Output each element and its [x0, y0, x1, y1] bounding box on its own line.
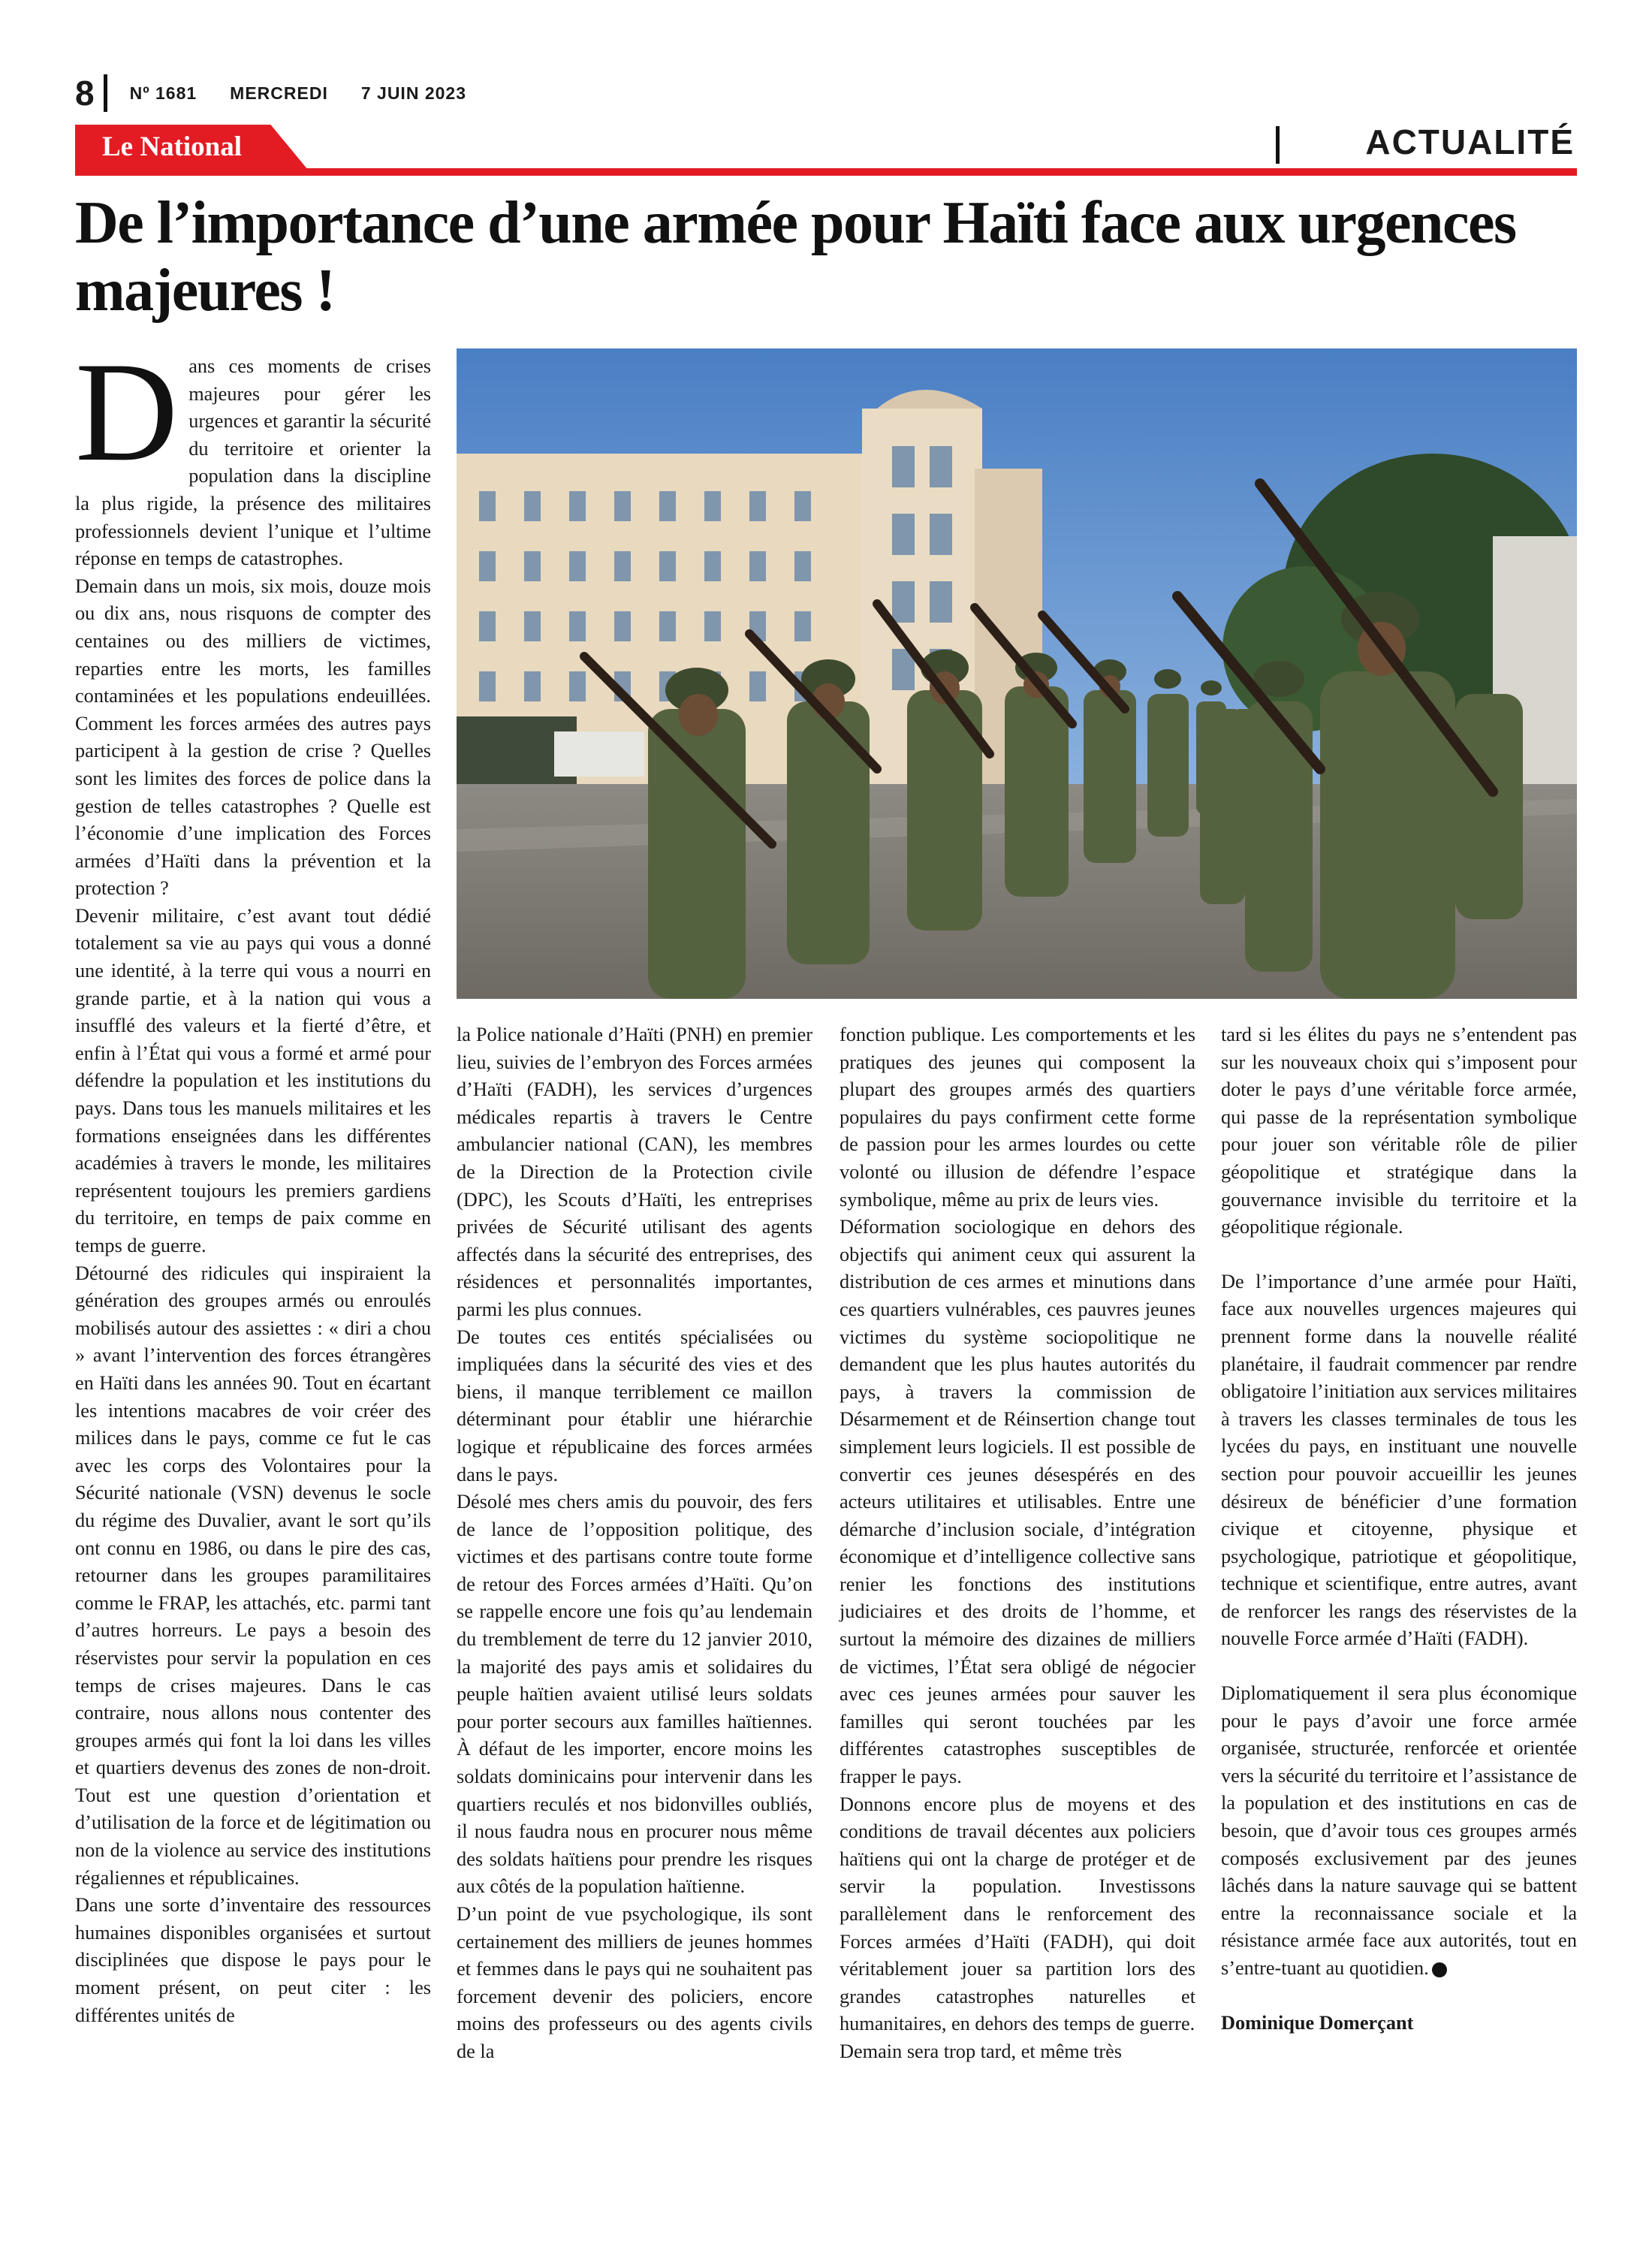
article-paragraph: Demain dans un mois, six mois, douze mois ou dix ans, nous risquons de compter des centaines ou des milliers de victimes, reparties entre les morts, les familles contaminées et les populations endeuillées. Comment les forces armées des autres pays participent à la gestion de crise ? Quelles sont les limites des forces de police dans la gestion de telles catastrophes ? Quelle est l’économie d’une implication des Forces armées d’Haïti dans la prévention et la protection ? [75, 575, 431, 900]
article-paragraph: De l’importance d’une armée pour Haïti, face aux nouvelles urgences majeures qui prennent forme dans la nouvelle réalité planétaire, il faudrait commencer par rendre obligatoire l’initiation aux services militaires à travers les classes terminales de tous les lycées du pays, en instituant une nouvelle section pour pouvoir accueillir les jeunes désireux de bénéficier d’une formation civique et citoyenne, physique et psychologique, patriotique et géopolitique, technique et scientifique, entre autres, avant de renforcer les rangs des réservistes de la nouvelle Force armée d’Haïti (FADH). [1221, 1270, 1577, 1650]
article-paragraph: Demain sera trop tard, et même très [840, 2040, 1123, 2062]
article-paragraph: D’un point de vue psychologique, ils sont certainement des milliers de jeunes hommes et femmes dans le pays qui ne souhaitent pas forcement devenir des policiers, encore moins des professeurs ou des agents civils de la [457, 1903, 812, 2062]
article-paragraph: tard si les élites du pays ne s’entendent pas sur les nouveaux choix qui s’imposent pour doter le pays d’une véritable force armée, qui passe de la représentation symbolique pour jouer son véritable rôle de pilier géopolitique et stratégique dans la gouvernance invisible du territoire et la géopolitique régionale. [1221, 1024, 1577, 1238]
article-paragraph: Déformation sociologique en dehors des objectifs qui animent ceux qui assurent la distribution de ces armes et minutions dans ces quartiers vulnérables, ces pauvres jeunes victimes du système sociopolitique ne demandent que les plus hautes autorités du pays, à travers la commission de Désarmement et de Réinsertion change tout simplement leurs logiciels. Il est possible de convertir ces jeunes désespérés en des acteurs utilitaires et utilisables. Entre une démarche d’inclusion sociale, d’intégration économique et d’intelligence collective sans renier les fonctions des institutions judiciaires et des droits de l’homme, et surtout la mémoire des dizaines de milliers de victimes, l’État sera obligé de négocier avec ces jeunes armées pour sauver les familles qui seront touchées par les différentes catastrophes susceptibles de frapper le pays. [840, 1216, 1195, 1788]
article-paragraph: Donnons encore plus de moyens et des conditions de travail décentes aux policiers haïtiens qui ont la charge de protéger et de servir la population. Investissons parallèlement dans le renforcement des Forces armées d’Haïti (FADH), qui doit véritablement jouer sa partition lors des grandes catastrophes naturelles et humanitaires, en dehors des temps de guerre. [840, 1793, 1195, 2035]
paragraph-text: Diplomatiquement il sera plus économique pour le pays d’avoir une force armée organisée, structurée, renforcée et orientée vers la sécurité du territoire et l’assistance de la population et des institutions en cas de besoin, que d’avoir tous ces groupes armés composés exclusivement par des jeunes lâchés dans la nature sauvage qui se battent entre la reconnaissance sociale et la résistance armée face aux autorités, tout en s’entre-tuant au quotidien. [1221, 1682, 1577, 1979]
article-column-4 [1221, 1021, 1577, 2037]
article-photo [457, 348, 1577, 999]
brand-logo: Le National [102, 131, 243, 162]
article-paragraph: fonction publique. Les comportements et les pratiques des jeunes qui composent la plupart des groupes armés des quartiers populaires du pays confirment cette forme de passion pour les armes lourdes ou cette volonté ou illusion de défendre l’espace symbolique, même au prix de leurs vies. [840, 1024, 1195, 1211]
article-column-1 [75, 333, 431, 2029]
issue-number: Nº 1681 [129, 83, 197, 103]
end-mark-icon [1432, 1962, 1447, 1977]
article-paragraph: De toutes ces entités spécialisées ou impliquées dans la sécurité des vies et des biens, il manque terriblement ce maillon déterminant pour établir une hiérarchie logique et républicaine des forces armées dans le pays. [457, 1326, 812, 1485]
article-column-2 [457, 1021, 812, 2066]
drop-cap: D [75, 333, 179, 491]
paragraph-text: ans ces moments de crises majeures pour gérer les urgences et garantir la sécurité du territoire et orienter la population dans la discipline la plus rigide, la présence des militaires professionnels devient l’unique et l’ultime réponse en temps de catastrophes. [75, 355, 431, 570]
issue-date: 7 JUIN 2023 [360, 83, 466, 103]
section-label: ACTUALITÉ [1365, 122, 1575, 161]
soldiers-photo-illustration [457, 348, 1577, 999]
article-paragraph: Dans une sorte d’inventaire des ressources humaines disponibles organisées et surtout disciplinées que dispose le pays pour le moment présent, on peut citer : les différentes unités de [75, 1894, 431, 2026]
article-paragraph: la Police nationale d’Haïti (PNH) en premier lieu, suivies de l’embryon des Forces armées d’Haïti (FADH), les services d’urgences médicales repartis à travers le Centre ambulancier national (CAN), les membres de la Direction de la Protection civile (DPC), les Scouts d’Haïti, les entreprises privées de Sécurité utilisant des agents affectés dans la sécurité des entreprises, des résidences et personnalités importantes, parmi les plus connues. [457, 1024, 812, 1320]
article-paragraph: Désolé mes chers amis du pouvoir, des fers de lance de l’opposition politique, des victimes et des partisans contre toute forme de retour des Forces armées d’Haïti. Qu’on se rappelle encore une fois qu’au lendemain du tremblement de terre du 12 janvier 2010, la majorité des pays amis et solidaires du peuple haïtien avaient utilisé leurs soldats pour porter secours aux familles haïtiennes. À défaut de les importer, encore moins les soldats dominicains pour intervenir dans les quartiers reculés et nos bidonvilles oubliés, il nous faudra nous en procurer nous même des soldats haïtiens pour prendre les risques aux côtés de la population haïtienne. [457, 1491, 812, 1898]
page-number: 8 [75, 74, 95, 113]
page-header [75, 74, 499, 113]
section-divider [1276, 126, 1280, 164]
article-title: De l’importance d’une armée pour Haïti face aux urgences majeures ! [75, 190, 1516, 324]
article-paragraph [75, 333, 431, 573]
article-paragraph: Devenir militaire, c’est avant tout dédié totalement sa vie au pays qui vous a donné une identité, à la terre qui vous a nourri en grande partie, et à la nation qui vous a insufflé des valeurs et la fierté d’être, et enfin à l’État qui vous a formé et armé pour défendre la population et les institutions du pays. Dans tous les manuels militaires et les formations enseignées dans les différentes académies à travers le monde, les militaires représentent toujours les premiers gardiens du territoire, en temps de paix comme en temps de guerre. [75, 904, 431, 1256]
article-paragraph [1221, 1680, 1577, 1983]
article-paragraph: Détourné des ridicules qui inspiraient la génération des groupes armés ou enroulés mobilisés autour des assiettes : « diri a chou » avant l’intervention des forces étrangères en Haïti dans les années 90. Tout en écartant les intentions macabres de voir créer des milices dans le pays, comme ce fut le cas avec les corps des Volontaires pour la Sécurité nationale (VSN) devenus le socle du régime des Duvalier, avant le sort qu’ils ont connu en 1986, ou dans le pire des cas, retourner dans les groupes paramilitaires comme le FRAP, les attachés, etc. parmi tant d’autres horreurs. Le pays a besoin des réservistes pour servir la population en ces temps de crises majeures. Dans le cas contraire, nous allons nous contenter des groupes armés qui font la loi dans les villes et quartiers devenus des zones de non-droit. Tout est une question d’orientation et d’utilisation de la force et de légitimation ou non de la violence au service des institutions régaliennes et républicaines. [75, 1262, 431, 1889]
header-rule [75, 168, 1577, 176]
article-author: Dominique Domerçant [1221, 2011, 1414, 2034]
article-column-3 [840, 1021, 1195, 2066]
header-divider [104, 74, 107, 112]
issue-day: MERCREDI [230, 83, 328, 103]
